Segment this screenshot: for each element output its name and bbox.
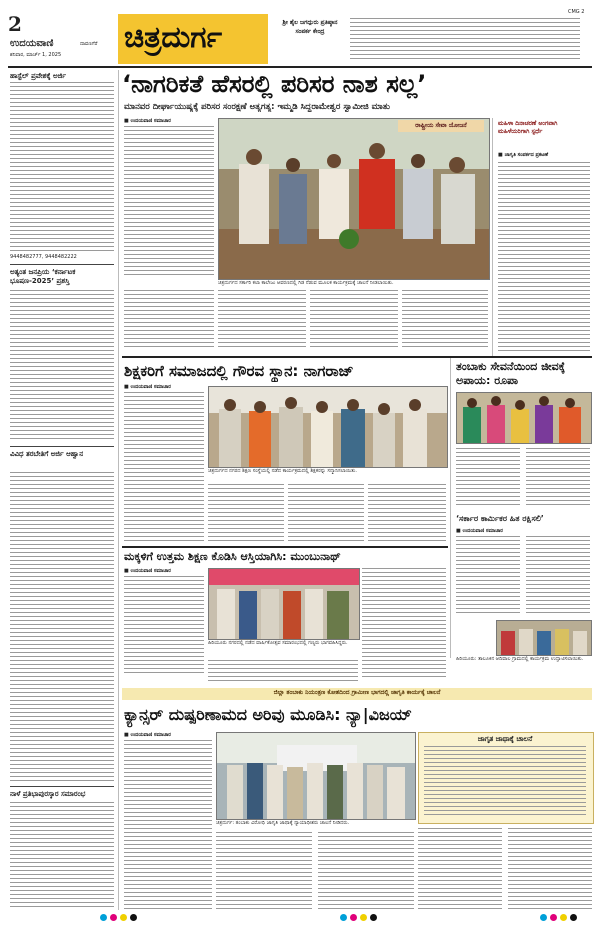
right-byline: ■ ಜಾಗೃತಿ ಸಂಪರ್ಕದ ಪ್ರಕಟಣೆ [498,152,549,158]
city-label: ದಾವಣಗೆರೆ [80,41,98,47]
district-title: ಚಿತ್ರದುರ್ಗ [124,20,223,55]
main-byline: ■ ಉದಯವಾಣಿ ಸಮಾಚಾರ [124,118,171,124]
registration-mark [370,914,377,921]
left-rule-1 [10,264,114,265]
registration-mark [550,914,557,921]
story5-byline: ■ ಉದಯವಾಣಿ ಸಮಾಚಾರ [124,732,171,738]
story2-caption: ಚಿತ್ರದುರ್ಗದ ನಗರದ ಶಿಕ್ಷಣ ಸಂಸ್ಥೆಯಲ್ಲಿ ನಡೆದ ಕಾರ್ಯಕ್ರಮದಲ್ಲಿ ಶಿಕ್ಷಕರನ್ನು ಸನ್ಮಾನಿಸಲಾಯಿತು. [208,468,357,474]
story2-byline-a: ■ ಉದಯವಾಣಿ ಸಮಾಚಾರ [124,384,171,390]
main-text-bottom-3 [310,290,398,350]
main-photo-caption: ಚಿತ್ರದುರ್ಗದ ಸರ್ಕಾರಿ ಕಲಾ ಕಾಲೇಜು ಆವರಣದಲ್ಲಿ ಗಿಡ ನೆಡುವ ಮೂಲಕ ಕಾರ್ಯಕ್ರಮಕ್ಕೆ ಚಾಲನೆ ನೀಡಲಾಯಿತು. [218,280,394,286]
registration-mark [110,914,117,921]
registration-mark [340,914,347,921]
story5-text-5 [508,828,592,910]
story3-text-2 [526,448,590,508]
story3-caption: ಹಿರಿಯೂರು: ತಾಲೂಕಿನ ಆದಿವಾಲ ಗ್ರಾಮದಲ್ಲಿ ಕಾರ್ಯಕ್ರಮ ಉದ್ಘಾಟಿಸಲಾಯಿತು. [456,656,584,662]
registration-mark [540,914,547,921]
left-rule-2 [10,446,114,447]
main-text-bottom-4 [402,290,488,350]
left-divider [118,70,119,910]
story3-sub: ‘ಸರ್ಕಾರ ಕಾರ್ಮಿಕರ ಹಿತ ರಕ್ಷಿಸಲಿ’ [456,514,544,523]
story3-divider [450,358,451,658]
story4-text-2 [362,568,446,678]
main-text-bottom-1 [124,290,214,350]
main-photo [218,118,490,280]
right-head: ಮಹಿಳಾ ದಿನಾಚರಣೆ ಅಂಗವಾಗಿ ಮಹಿಳೆಯರಿಗಾಗಿ ಸ್ಪರ್ಧೆ [498,120,558,135]
main-subhead: ಮಾನವರ ದೀರ್ಘಾಯುಷ್ಯಕ್ಕೆ ಪರಿಸರ ಸಂರಕ್ಷಣೆ ಅತ್ಯಗತ್ಯ: ಇಮ್ಮಡಿ ಸಿದ್ದರಾಮೇಶ್ವರ ಸ್ವಾಮೀಜಿ ಮಾತು [124,102,390,112]
story2-headline: ಶಿಕ್ಷಕರಿಗೆ ಸಮಾಜದಲ್ಲಿ ಗೌರವ ಸ್ಥಾನ: ನಾಗರಾಜ್ [124,362,354,380]
story4-headline: ಮಕ್ಕಳಿಗೆ ಉತ್ತಮ ಶಿಕ್ಷಣ ಕೊಡಿಸಿ ಆಸ್ತಿಯಾಗಿಸಿ: ಮುಂಬುನಾಥ್ [124,550,341,563]
left-rule-3 [10,786,114,787]
left-text-1 [10,82,114,252]
story4-photo [208,568,360,640]
promo-text [350,18,580,62]
story3-text-3 [456,536,520,616]
rule-mid-1 [122,356,592,358]
registration-mark [120,914,127,921]
main-text-col-1 [124,126,214,276]
story4-byline: ■ ಉದಯವಾಣಿ ಸಮಾಚಾರ [124,568,171,574]
promo-box: ಶ್ರೀ ಶೈಲ ಜಗದ್ಗುರು ಪ್ರತಿಷ್ಠಾನ ಸಂಪರ್ಕ ಕೇಂದ್ರ [282,19,338,35]
left-phone: 9448482777, 9448482222 [10,254,77,260]
story4-caption: ಹಿರಿಯೂರು ನಗರದಲ್ಲಿ ನಡೆದ ವಾರ್ಷಿಕೋತ್ಸವ ಸಮಾರಂಭದಲ್ಲಿ ಗಣ್ಯರು ಭಾಗವಹಿಸಿದ್ದರು. [208,640,348,646]
story4-text-1 [124,576,204,676]
story2-text-3 [288,484,364,542]
story3-text-4 [526,536,590,616]
story3-text-1 [456,448,520,508]
left-head-1: ಹಾಸ್ಟೆಲ್ ಪ್ರವೇಶಕ್ಕೆ ಅರ್ಜಿ [10,72,66,80]
page-number: 2 [8,12,22,36]
story5-caption: ಚಿತ್ರದುರ್ಗ: ತಂಬಾಕು ವಿರೋಧಿ ಜಾಗೃತಿ ಜಾಥಾಕ್ಕೆ ನ್ಯಾಯಾಧೀಶರು ಚಾಲನೆ ನೀಡಿದರು. [216,820,350,826]
story5-headline: ಕ್ಯಾನ್ಸರ್ ದುಷ್ಪರಿಣಾಮದ ಅರಿವು ಮೂಡಿಸಿ: ನ್ಯಾ|ವಿಜಯ್ [124,705,413,724]
story5-text-1 [124,740,212,910]
corner-code: CMG 2 [568,9,585,15]
story5-text-3 [318,832,414,910]
left-head-3: ವಿವಿಧ ತರಬೇತಿಗೆ ಅರ್ಜಿ ಆಹ್ವಾನ [10,450,84,458]
registration-mark [130,914,137,921]
story3-photo [456,392,592,444]
main-banner: ರಾಷ್ಟ್ರೀಯ ಸೇವಾ ಯೋಜನೆ [398,120,484,132]
story2-text-4 [368,484,446,542]
story2-text-2 [208,484,284,542]
main-text-bottom-2 [218,290,306,350]
story5-photo [216,732,416,820]
registration-mark [560,914,567,921]
left-text-4 [10,802,114,910]
story5-box-text [424,746,586,818]
story5-box-head: ಜಾಗೃತ ಜಾಥಾಕ್ಕೆ ಚಾಲನೆ [477,735,533,743]
paper-name: ಉದಯವಾಣಿ [10,38,54,49]
story4-text-3 [208,660,358,682]
registration-mark [570,914,577,921]
story3-headline: ತಂಬಾಕು ಸೇವನೆಯಿಂದ ಜೀವಕ್ಕೆ ಅಪಾಯ: ರೂಪಾ [456,360,566,387]
story2-photo [208,386,448,468]
story3-photo-2 [496,620,592,656]
right-divider [492,118,493,358]
story5-text-2 [216,832,312,910]
left-head-2: ಅತ್ಯಂತ ಜನಪ್ರಿಯ ‘ಕರ್ನಾಟಕ ಭೂಷಣ-2025’ ಪ್ರಶಸ್ತಿ [10,268,76,285]
story3-byline: ■ ಉದಯವಾಣಿ ಸಮಾಚಾರ [456,528,503,534]
right-text [498,162,590,354]
registration-mark [360,914,367,921]
story5-text-4 [418,828,502,910]
story5-kicker: ಜಿಲ್ಲಾ ತಂಬಾಕು ನಿಯಂತ್ರಣ ಕೋಶದಿಂದ ಗ್ರಾಮೀಣ ಭಾಗದಲ್ಲಿ ಜಾಗೃತಿ ಕಾರ್ಯಕ್ಕೆ ಚಾಲನೆ [273,689,441,696]
story2-text-1 [124,392,204,542]
left-text-3 [10,472,114,782]
registration-mark [100,914,107,921]
main-headline: ‘ನಾಗರಿಕತೆ ಹೆಸರಲ್ಲಿ ಪರಿಸರ ನಾಶ ಸಲ್ಲ’ [122,70,427,98]
registration-mark [350,914,357,921]
date-line: ಶನಿವಾರ, ಮಾರ್ಚ್ 1, 2025 [10,52,62,58]
left-text-2 [10,290,114,440]
left-head-4: ನಾಳೆ ಪ್ರತಿಭಾಪುರಸ್ಕಾರ ಸಮಾರಂಭ [10,790,86,798]
